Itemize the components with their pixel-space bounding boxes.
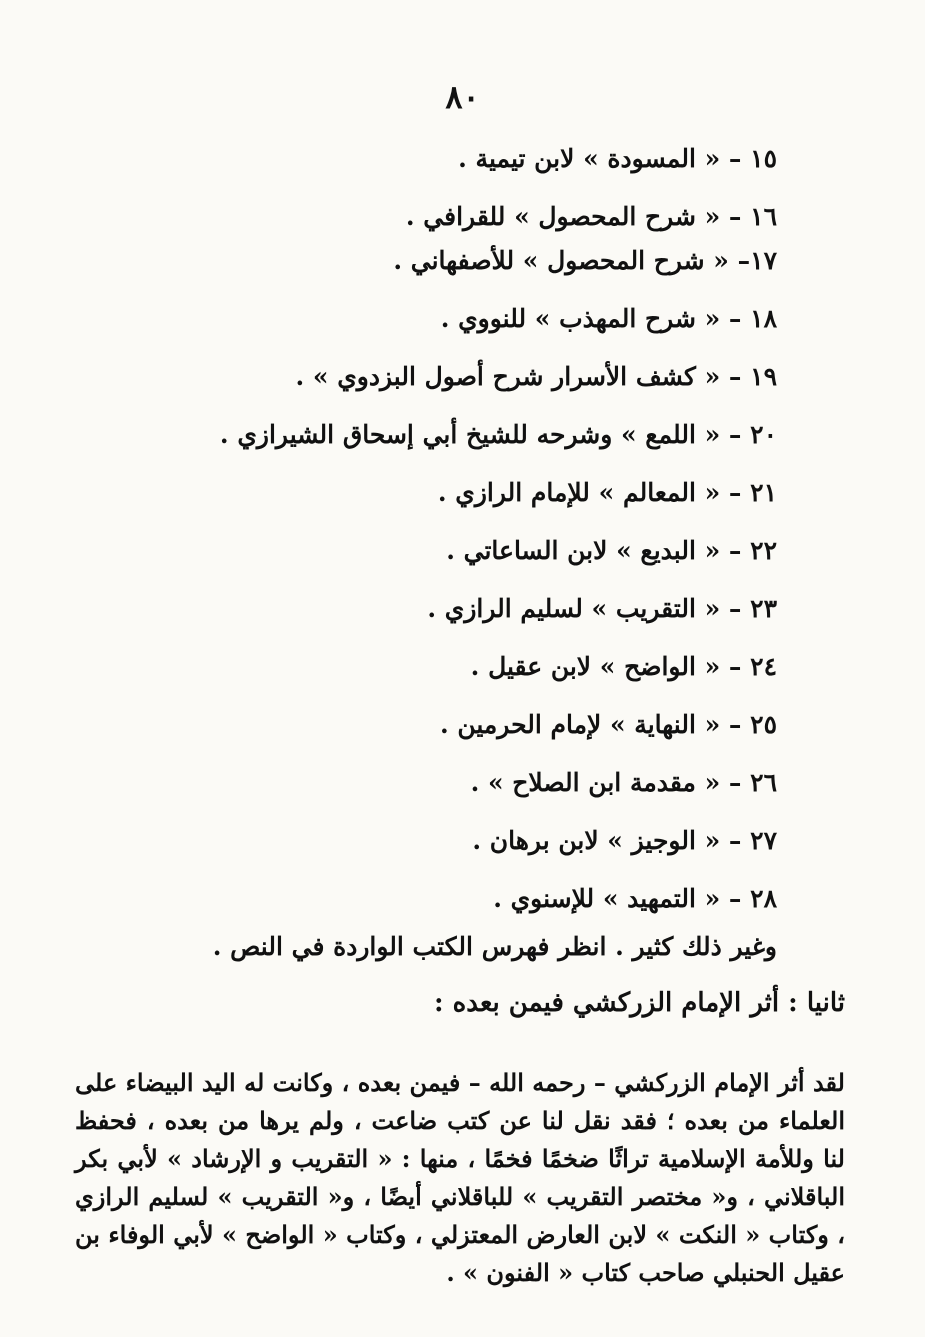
- body-paragraph: لقد أثر الإمام الزركشي – رحمه الله – فيمن بعده ، وكانت له اليد البيضاء على العلماء من بعده ؛ فقد نقل لنا عن كتب ضاعت ، ولم يرها من بعده ، فحفظ لنا وللأمة الإسلامية تراثًا ضخمًا فخمًا ، منها : « التقريب و الإرشاد » لأبي بكر الباقلاني ، و« مختصر التقريب » للباقلاني أيضًا ، و« التقريب » لسليم الرازي ، وكتاب « النكت » لابن العارض المعتزلي ، وكتاب « الواضح » لأبي الوفاء بن عقيل الحنبلي صاحب كتاب « الفنون » .: [75, 1068, 845, 1287]
- list-item: ١٨ – « شرح المهذب » للنووي .: [440, 304, 777, 333]
- page-number: ٨٠: [445, 78, 480, 116]
- list-item: ٢٥ – « النهاية » لإمام الحرمين .: [439, 710, 777, 739]
- list-item: ٢٣ – « التقريب » لسليم الرازي .: [427, 594, 777, 623]
- book-list: [217, 140, 777, 918]
- list-item: ١٩ – « كشف الأسرار شرح أصول البزدوي » .: [295, 362, 777, 391]
- list-item: ١٧– « شرح المحصول » للأصفهاني .: [393, 246, 777, 275]
- list-item: ٢٠ – « اللمع » وشرحه للشيخ أبي إسحاق الشيرازي .: [219, 420, 777, 449]
- section-heading: ثانيا : أثر الإمام الزركشي فيمن بعده :: [434, 988, 845, 1018]
- list-item: ٢٢ – « البديع » لابن الساعاتي .: [446, 536, 777, 565]
- list-item: ٢٤ – « الواضح » لابن عقيل .: [470, 652, 777, 681]
- list-item: ٢٨ – « التمهيد » للإسنوي .: [493, 884, 777, 913]
- closing-line: وغير ذلك كثير . انظر فهرس الكتب الواردة في النص .: [212, 932, 777, 961]
- list-item: ١٦ – « شرح المحصول » للقرافي .: [405, 202, 777, 231]
- list-item: ٢٦ – « مقدمة ابن الصلاح » .: [470, 768, 777, 797]
- list-item: ١٥ – « المسودة » لابن تيمية .: [458, 144, 777, 173]
- list-item: ٢١ – « المعالم » للإمام الرازي .: [437, 478, 777, 507]
- list-item: ٢٧ – « الوجيز » لابن برهان .: [472, 826, 777, 855]
